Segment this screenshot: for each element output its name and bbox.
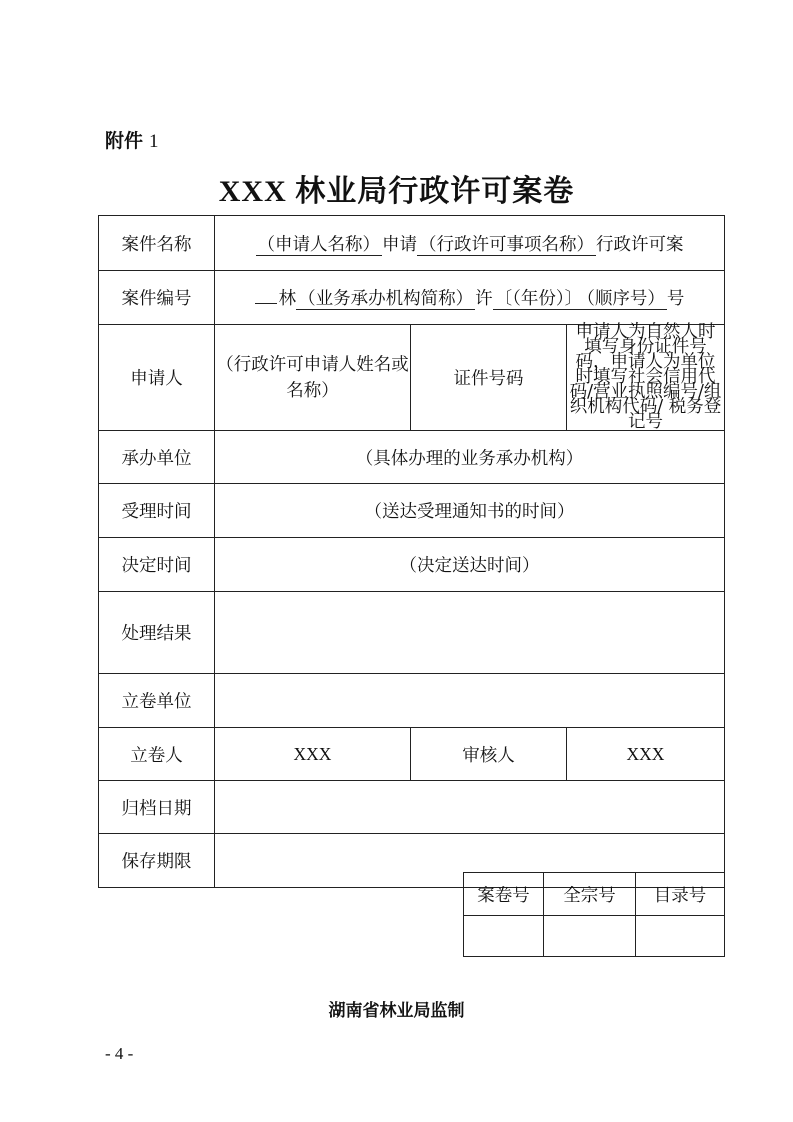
result-value bbox=[215, 592, 725, 674]
agency-abbr-placeholder: （业务承办机构简称） bbox=[298, 289, 474, 309]
archive-header-row bbox=[464, 873, 725, 916]
id-number-label: 证件号码 bbox=[411, 325, 567, 431]
catalog-number-value bbox=[636, 916, 725, 957]
fonds-number-value bbox=[544, 916, 636, 957]
volume-number-value bbox=[464, 916, 544, 957]
attachment-number: 1 bbox=[149, 131, 159, 152]
archive-value-row bbox=[464, 916, 725, 957]
applicant-value: （行政许可申请人姓名或名称） bbox=[215, 325, 411, 431]
case-name-label: 案件名称 bbox=[99, 216, 215, 271]
reviewer-label: 审核人 bbox=[411, 728, 567, 781]
applicant-label: 申请人 bbox=[99, 325, 215, 431]
blank-underline bbox=[255, 287, 277, 304]
volume-number-header: 案卷号 bbox=[464, 873, 544, 916]
case-number-xu: 许 bbox=[475, 289, 493, 309]
case-file-table bbox=[98, 215, 725, 888]
case-number-hao: 号 bbox=[666, 289, 685, 309]
accept-time-value: （送达受理通知书的时间） bbox=[215, 484, 725, 538]
archive-number-box bbox=[463, 872, 725, 957]
page-number: - 4 - bbox=[105, 1044, 134, 1063]
row-case-name bbox=[99, 216, 725, 271]
row-handling-unit bbox=[99, 431, 725, 484]
row-accept-time bbox=[99, 484, 725, 538]
filer-label: 立卷人 bbox=[99, 728, 215, 781]
filer-value: XXX bbox=[215, 728, 411, 781]
row-filer bbox=[99, 728, 725, 781]
row-case-number bbox=[99, 271, 725, 325]
case-name-mid: 申请 bbox=[382, 234, 417, 255]
filing-unit-value bbox=[215, 674, 725, 728]
result-label: 处理结果 bbox=[99, 592, 215, 674]
case-name-suffix: 行政许可案 bbox=[596, 234, 684, 255]
case-number-lin: 林 bbox=[278, 289, 297, 309]
year-placeholder: 〔（年份）〕 bbox=[494, 289, 583, 309]
retention-label: 保存期限 bbox=[99, 834, 215, 888]
issuer-footer: 湖南省林业局监制 bbox=[328, 1001, 465, 1021]
row-filing-unit bbox=[99, 674, 725, 728]
fonds-number-header: 全宗号 bbox=[544, 873, 636, 916]
case-number-value bbox=[215, 271, 725, 325]
case-name-value bbox=[215, 216, 725, 271]
id-number-note: 申请人为自然人时填写身份证件号码，申请人为单位时填写社会信用代码/营业执照编号/组织机构代码/ 税务登记号 bbox=[567, 325, 725, 431]
archive-date-value bbox=[215, 781, 725, 834]
applicant-name-placeholder: （申请人名称） bbox=[257, 234, 380, 255]
filing-unit-label: 立卷单位 bbox=[99, 674, 215, 728]
attachment-prefix: 附件 bbox=[105, 130, 144, 152]
sequence-placeholder: （顺序号） bbox=[586, 289, 665, 309]
row-decision-time bbox=[99, 538, 725, 592]
attachment-label bbox=[105, 126, 159, 153]
row-applicant bbox=[99, 325, 725, 431]
permit-item-placeholder: （行政许可事项名称） bbox=[419, 234, 594, 255]
accept-time-label: 受理时间 bbox=[99, 484, 215, 538]
decision-time-label: 决定时间 bbox=[99, 538, 215, 592]
archive-date-label: 归档日期 bbox=[99, 781, 215, 834]
decision-time-value: （决定送达时间） bbox=[215, 538, 725, 592]
document-title: XXX 林业局行政许可案卷 bbox=[218, 175, 575, 208]
row-archive-date bbox=[99, 781, 725, 834]
handling-unit-label: 承办单位 bbox=[99, 431, 215, 484]
reviewer-value: XXX bbox=[567, 728, 725, 781]
handling-unit-value: （具体办理的业务承办机构） bbox=[215, 431, 725, 484]
case-number-label: 案件编号 bbox=[99, 271, 215, 325]
row-result bbox=[99, 592, 725, 674]
catalog-number-header: 目录号 bbox=[636, 873, 725, 916]
